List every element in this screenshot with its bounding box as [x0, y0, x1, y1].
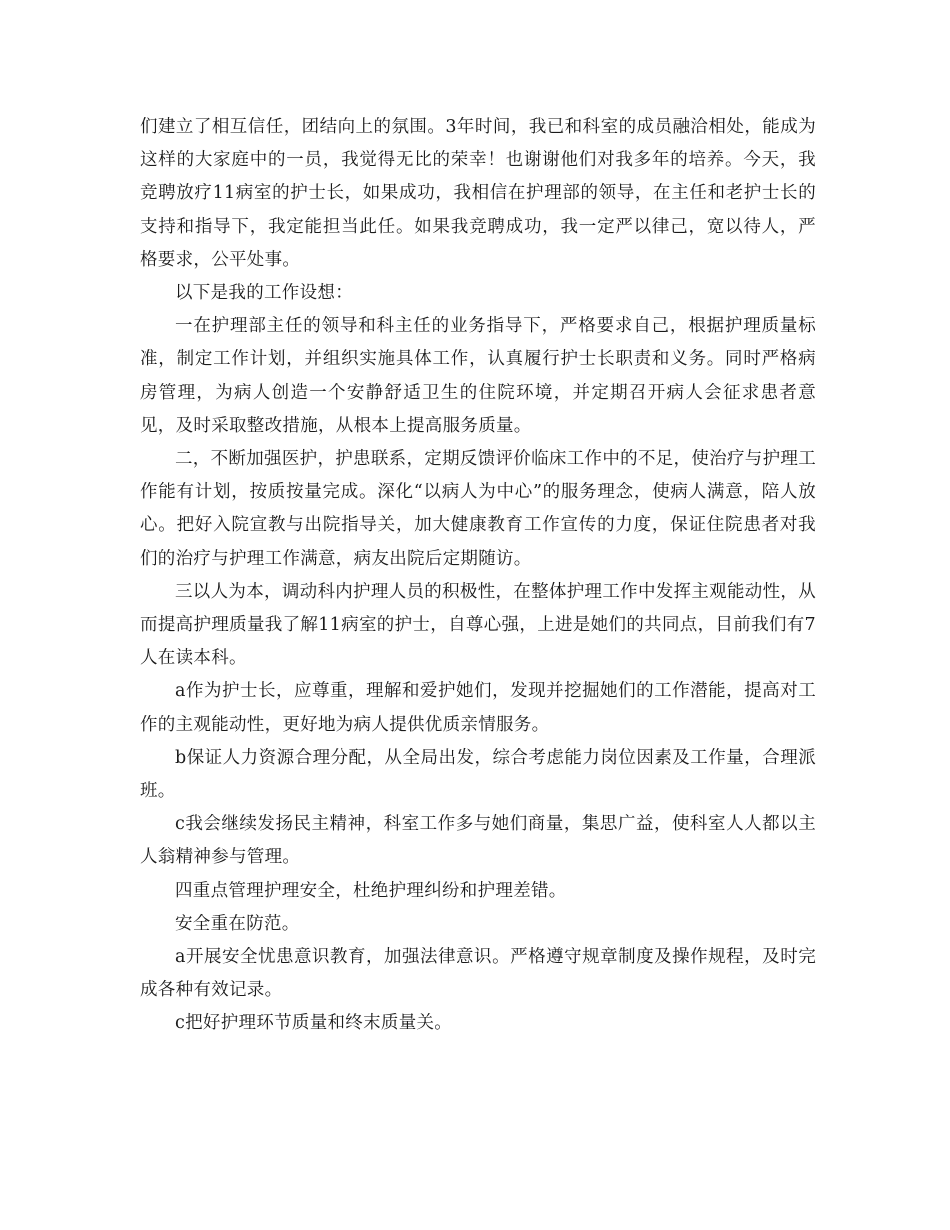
paragraph-continuation: 们建立了相互信任，团结向上的氛围。3年时间，我已和科室的成员融洽相处，能成为这样的大家庭中的一员，我觉得无比的荣幸！也谢谢他们对我多年的培养。今天，我竞聘放疗11病室的护士长，如果成功，我相信在护理部的领导，在主任和老护士长的支持和指导下，我定能担当此任。如果我竞聘成功，我一定严以律己，宽以待人，严格要求，公平处事。 — [140, 117, 816, 270]
paragraph-point-one: 一在护理部主任的领导和科主任的业务指导下，严格要求自己，根据护理质量标准，制定工作计划，并组织实施具体工作，认真履行护士长职责和义务。同时严格病房管理，为病人创造一个安静舒适卫生的住院环境，并定期召开病人会征求患者意见，及时采取整改措施，从根本上提高服务质量。 — [140, 316, 816, 436]
paragraph-item-c: c我会继续发扬民主精神，科室工作多与她们商量，集思广益，使科室人人都以主人翁精神参与管理。 — [140, 814, 816, 868]
paragraph-item-b: b保证人力资源合理分配，从全局出发，综合考虑能力岗位因素及工作量，合理派班。 — [140, 747, 816, 802]
paragraph-safety-item-c: c把好护理环节质量和终末质量关。 — [175, 1013, 453, 1034]
paragraph-point-two: 二，不断加强医护，护患联系，定期反馈评价临床工作中的不足，使治疗与护理工作能有计划，按质按量完成。深化“以病人为中心”的服务理念，使病人满意，陪人放心。把好入院宣教与出院指导关，加大健康教育工作宣传的力度，保证住院患者对我们的治疗与护理工作满意，病友出院后定期随访。 — [140, 449, 816, 569]
paragraph-plan-intro: 以下是我的工作设想： — [175, 283, 353, 304]
paragraph-point-four: 四重点管理护理安全，杜绝护理纠纷和护理差错。 — [175, 880, 567, 901]
paragraph-item-a: a作为护士长，应尊重，理解和爱护她们，发现并挖掘她们的工作潜能，提高对工作的主观能动性，更好地为病人提供优质亲情服务。 — [140, 681, 816, 735]
paragraph-safety-item-a: a开展安全忧患意识教育，加强法律意识。严格遵守规章制度及操作规程，及时完成各种有效记录。 — [140, 947, 816, 1001]
paragraph-point-three: 三以人为本，调动科内护理人员的积极性，在整体护理工作中发挥主观能动性，从而提高护理质量我了解11病室的护士，自尊心强，上进是她们的共同点，目前我们有7人在读本科。 — [140, 581, 816, 669]
document-body — [140, 111, 816, 1041]
paragraph-safety: 安全重在防范。 — [175, 913, 300, 934]
